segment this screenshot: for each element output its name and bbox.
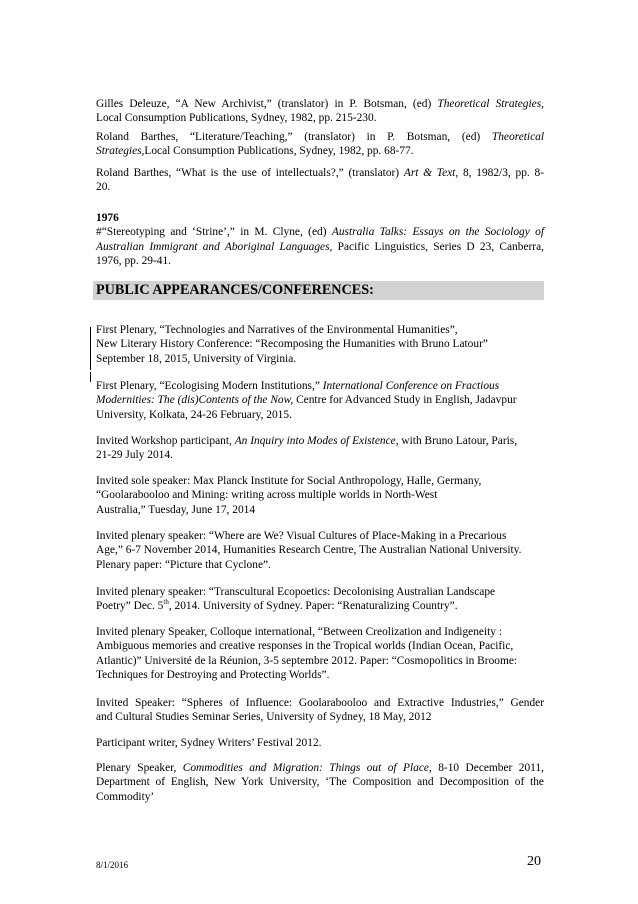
italic-title: Australian Immigrant and Aboriginal Languages,	[96, 240, 333, 253]
text-run: First Plenary, “Technologies and Narratives of the Environmental Humanities”,	[96, 324, 458, 336]
text-line	[96, 736, 544, 750]
text-run: Plenary Speaker,	[96, 762, 183, 774]
text-line	[96, 254, 544, 268]
text-run: 8-10 December 2011,	[431, 762, 544, 774]
text-run: Invited plenary Speaker, Colloque international, “Between Creolization and Indigeneity :	[96, 626, 502, 638]
text-line	[96, 585, 544, 599]
text-run: University, Kolkata, 24-26 February, 2015.	[96, 408, 292, 421]
text-line	[96, 625, 544, 639]
text-run: “Goolarabooloo and Mining: writing across multiple worlds in North-West	[96, 489, 438, 502]
text-run: Invited Speaker: “Spheres of Influence: Goolarabooloo and Extractive Industries,” Gender	[96, 697, 544, 709]
superscript: th	[163, 598, 169, 607]
text-run: Roland Barthes, “What is the use of intellectuals?,” (translator)	[96, 167, 404, 179]
text-line	[96, 352, 544, 366]
text-line	[96, 323, 544, 337]
publication-entry	[96, 166, 544, 195]
text-run: Commodity’	[96, 790, 155, 803]
text-run: Ambiguous memories and creative responses in the Tropical worlds (Indian Ocean, Pacific,	[96, 640, 514, 653]
text-run: Local Consumption Publications, Sydney, 1982, pp. 215-230.	[96, 112, 377, 125]
text-line	[96, 790, 544, 804]
italic-title: Australia Talks: Essays on the Sociology of	[331, 226, 544, 239]
revision-bar	[90, 327, 91, 370]
text-run: New Literary History Conference: “Recomposing the Humanities with Bruno Latour”	[96, 338, 488, 351]
text-line	[96, 654, 544, 668]
publication-year-block	[96, 211, 544, 269]
text-run: 1976, pp. 29-41.	[96, 255, 171, 268]
text-run: Poetry” Dec. 5	[96, 600, 164, 613]
text-run: Atlantic)” Université de la Réunion, 3-5 septembre 2012. Paper: “Cosmopolitics in Broome:	[96, 654, 518, 667]
text-run: Local Consumption Publications, Sydney, 1982, pp. 68-77.	[144, 145, 414, 158]
text-run: 21-29 July 2014.	[96, 449, 173, 462]
appearance-entry	[96, 529, 544, 572]
text-run: Plenary paper: “Picture that Cyclone”.	[96, 558, 271, 571]
text-run: Invited plenary speaker: “Transcultural Ecopoetics: Decolonising Australian Landscape	[96, 586, 496, 598]
text-run: , 2014. University of Sydney. Paper: “Renaturalizing Country”.	[168, 600, 458, 613]
text-line	[96, 558, 544, 572]
text-line	[96, 393, 544, 407]
text-run: Age,” 6-7 November 2014, Humanities Research Centre, The Australian National University.	[96, 544, 522, 557]
italic-title: Modernities: The (dis)Contents of the Now,	[96, 394, 294, 407]
text-line	[96, 761, 544, 775]
text-run: 8, 1982/3, pp. 8-	[458, 167, 544, 179]
text-line	[96, 474, 544, 488]
text-run: Invited Workshop participant,	[96, 435, 235, 447]
page-number: 20	[527, 854, 541, 869]
text-line	[96, 97, 544, 111]
text-line	[96, 599, 544, 613]
text-run: Roland Barthes, “Literature/Teaching,” (translator) in P. Botsman, (ed)	[96, 131, 492, 143]
text-line	[96, 337, 544, 351]
text-run: Invited plenary speaker: “Where are We? Visual Cultures of Place-Making in a Precarious	[96, 530, 507, 542]
italic-title: Theoretical Strategies,	[437, 98, 544, 110]
text-line	[96, 111, 544, 125]
text-line	[96, 225, 544, 239]
text-run: with Bruno Latour, Paris,	[398, 435, 518, 447]
appearance-entry	[96, 585, 544, 614]
appearance-entry	[96, 474, 544, 517]
text-line	[96, 180, 544, 194]
text-line	[96, 775, 544, 789]
text-line	[96, 503, 544, 517]
appearance-entry	[96, 761, 544, 804]
section-heading: PUBLIC APPEARANCES/CONFERENCES:	[93, 281, 544, 300]
text-run: September 18, 2015, University of Virginia.	[96, 352, 297, 365]
text-line	[96, 696, 544, 710]
publication-entry	[96, 97, 544, 126]
text-run: Pacific Linguistics, Series D 23, Canberra,	[332, 240, 544, 253]
text-line	[96, 144, 544, 158]
text-line	[96, 408, 544, 422]
text-run: Australia,” Tuesday, June 17, 2014	[96, 503, 256, 516]
text-line	[96, 379, 544, 393]
italic-title: An Inquiry into Modes of Existence,	[234, 435, 399, 447]
text-run: Department of English, New York University, ‘The Composition and Decomposition of the	[96, 776, 544, 789]
italic-title: Strategies,	[96, 145, 145, 158]
text-line	[96, 166, 544, 180]
appearance-entry	[96, 736, 544, 750]
text-line	[96, 130, 544, 144]
footer-date: 8/1/2016	[96, 860, 129, 870]
text-line	[96, 488, 544, 502]
text-line	[96, 639, 544, 653]
publication-entry	[96, 225, 544, 268]
revision-bar	[90, 372, 91, 382]
appearance-entry	[96, 625, 544, 683]
text-run: Gilles Deleuze, “A New Archivist,” (translator) in P. Botsman, (ed)	[96, 98, 438, 110]
italic-title: International Conference on Fractious	[322, 380, 500, 392]
appearance-entry	[96, 379, 544, 422]
appearance-entry	[96, 434, 544, 463]
italic-title: Commodities and Migration: Things out of Place,	[182, 762, 432, 774]
publication-entry	[96, 130, 544, 159]
text-run: Centre for Advanced Study in English, Jadavpur	[293, 394, 517, 407]
appearance-entry	[96, 323, 544, 366]
text-run: Participant writer, Sydney Writers’ Festival 2012.	[96, 737, 322, 749]
italic-title: Theoretical	[491, 131, 544, 143]
text-run: #“Stereotyping and ‘Strine’,” in M. Clyne, (ed)	[96, 226, 332, 239]
text-run: Techniques for Destroying and Protecting Worlds”.	[96, 669, 330, 682]
text-line	[96, 668, 544, 682]
italic-title: Art & Text,	[403, 167, 459, 179]
text-line	[96, 434, 544, 448]
text-line	[96, 710, 544, 724]
text-line	[96, 543, 544, 557]
text-line	[96, 240, 544, 254]
text-run: and Cultural Studies Seminar Series, University of Sydney, 18 May, 2012	[96, 711, 432, 724]
text-run: 20.	[96, 181, 111, 194]
text-run: First Plenary, “Ecologising Modern Institutions,”	[96, 380, 323, 392]
text-run: Invited sole speaker: Max Planck Institute for Social Anthropology, Halle, Germany,	[96, 475, 482, 487]
text-line	[96, 529, 544, 543]
text-line	[96, 448, 544, 462]
year-heading: 1976	[96, 212, 119, 224]
appearance-entry	[96, 696, 544, 725]
